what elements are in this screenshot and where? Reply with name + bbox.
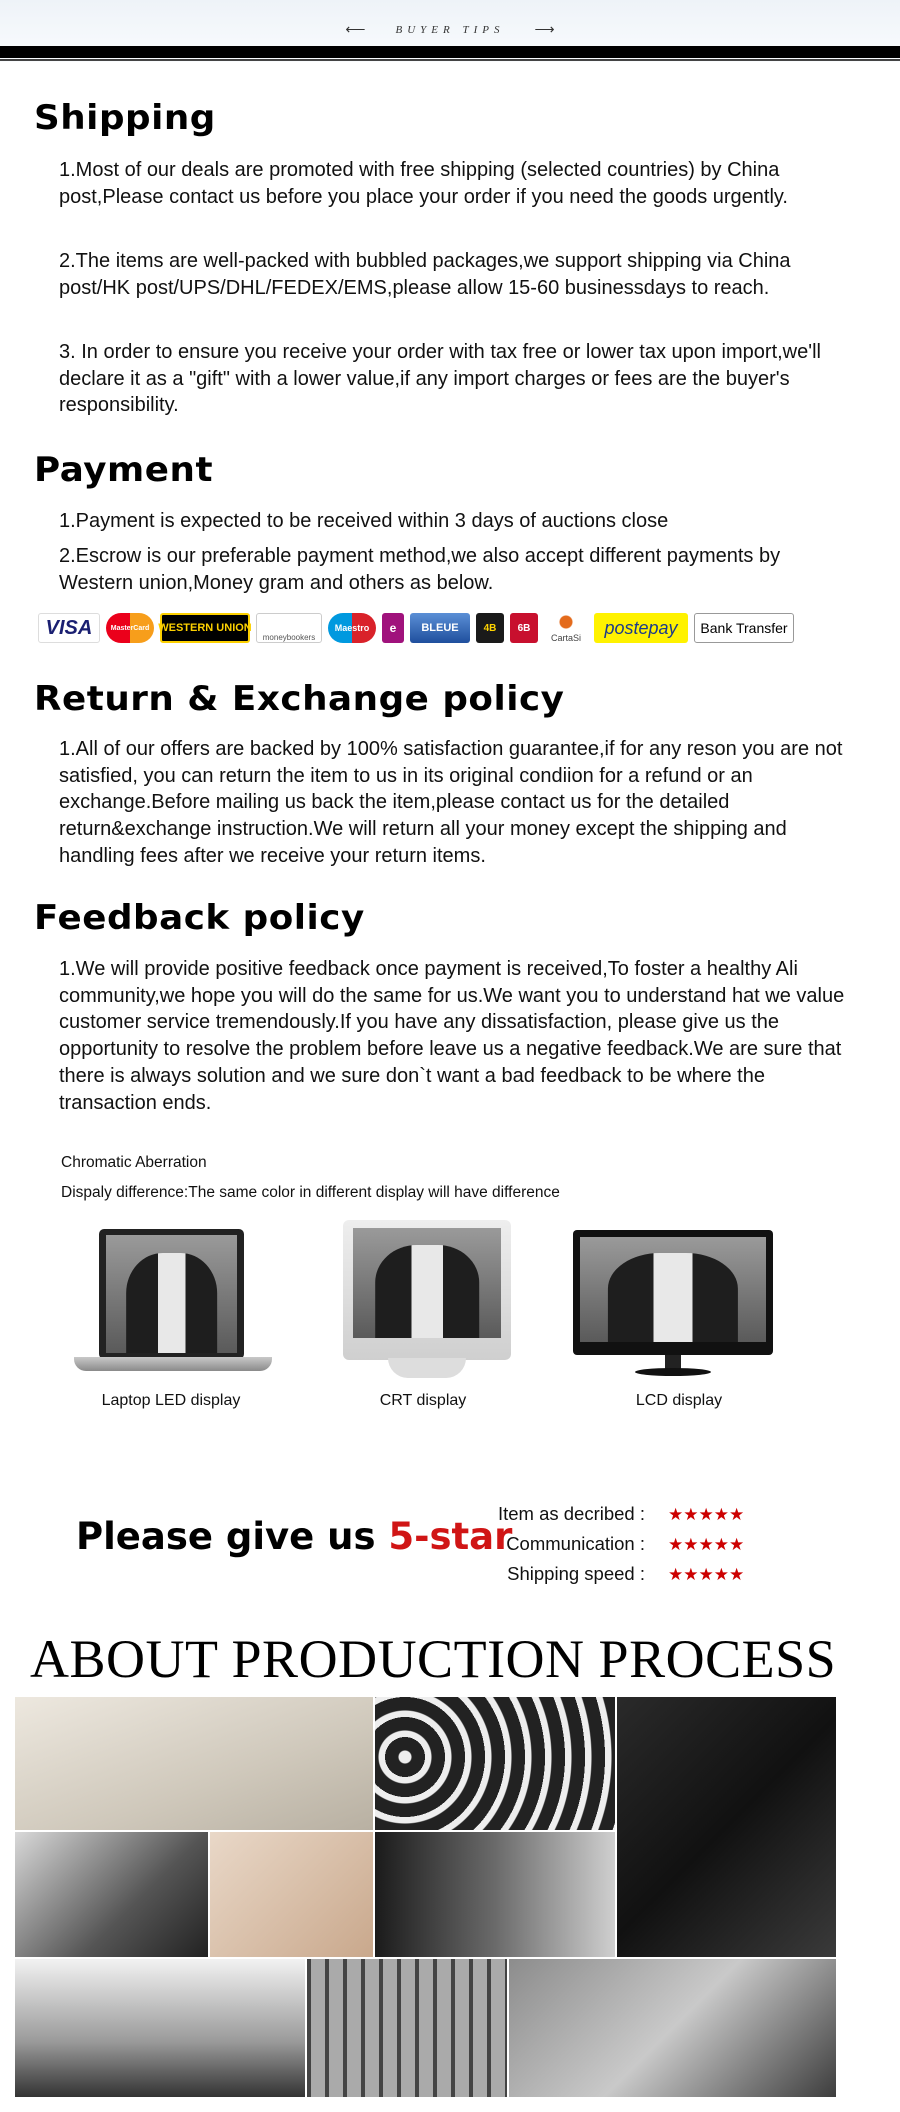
carte-bleue-logo: BLEUE	[410, 613, 470, 643]
header-divider	[0, 46, 900, 58]
laptop-label: Laptop LED display	[101, 1392, 241, 1409]
feedback-item-1: 1.We will provide positive feedback once payment is received,To foster a healthy Ali community,we hope you will do the same for us.We want you to understand hat we value customer service tremendously.If you have any dissatisfaction, please give us the opportunity to resolve the problem before leave us a negative feedback.We are sure that there is always solution and we sure don`t want a bad feedback to be where the transaction ends.	[59, 958, 845, 1114]
photo-tailor-fitting	[375, 1832, 615, 1957]
moneybookers-logo: moneybookers	[256, 613, 322, 643]
photo-thread-spools	[375, 1697, 615, 1830]
e-payment-logo: e	[382, 613, 404, 643]
cartasi-logo: CartaSi	[544, 613, 588, 643]
laptop-image	[74, 1229, 272, 1381]
6b-logo: 6B	[510, 613, 538, 643]
maestro-logo: Maestro	[328, 613, 376, 643]
crt-image	[343, 1220, 511, 1380]
lcd-image	[573, 1230, 773, 1380]
buyer-tips-label: BUYER TIPS	[395, 24, 505, 36]
return-item-1: 1.All of our offers are backed by 100% satisfaction guarantee,if for any reson you are not satisfied, you can return the item to us in its original condiion for a refund or an exchange.Before mailing us back the item,please contact us for the detailed return&exchange instruction.We will return all your money except the shipping and handling fees after we receive your return items.	[59, 738, 843, 867]
arrow-right-icon: ⟶	[534, 22, 555, 38]
bank-transfer-logo: Bank Transfer	[694, 613, 794, 643]
photo-workshop	[15, 1959, 305, 2097]
arrow-left-icon: ⟵	[345, 22, 366, 38]
photo-marking-fabric	[210, 1832, 373, 1957]
five-star-banner	[76, 1515, 512, 1558]
4b-logo: 4B	[476, 613, 504, 643]
shipping-item-2: 2.The items are well-packed with bubbled packages,we support shipping via China post/HK post/UPS/DHL/FEDEX/EMS,please allow 15-60 businessdays to reach.	[59, 250, 791, 299]
production-photo-collage	[15, 1697, 836, 2097]
photo-sewing-machine	[509, 1959, 836, 2097]
rating-label-item: Item as decribed :	[497, 1503, 645, 1524]
about-heading: ABOUT PRODUCTION PROCESS	[30, 1629, 837, 1689]
rating-stars-shipping: ★★★★★	[668, 1565, 745, 1584]
rating-stars-communication: ★★★★★	[668, 1535, 745, 1554]
photo-cutting-fabric	[15, 1697, 373, 1830]
shipping-item-1: 1.Most of our deals are promoted with free shipping (selected countries) by China post,Please contact us before you place your order if you need the goods urgently.	[59, 159, 788, 208]
five-star-highlight: 5-star	[388, 1515, 513, 1558]
rating-label-communication: Communication :	[506, 1533, 645, 1554]
payment-item-1: 1.Payment is expected to be received within 3 days of auctions close	[59, 510, 669, 532]
western-union-logo: WESTERN UNION	[160, 613, 250, 643]
feedback-heading: Feedback policy	[34, 898, 365, 938]
mastercard-logo: MasterCard	[106, 613, 154, 643]
five-star-prefix: Please give us	[76, 1515, 389, 1558]
photo-sewing-hands	[15, 1832, 208, 1957]
photo-factory-floor	[307, 1959, 507, 2097]
photo-scissors-fabric	[617, 1697, 836, 1957]
shipping-heading: Shipping	[34, 98, 216, 138]
shipping-item-3: 3. In order to ensure you receive your order with tax free or lower tax upon import,we'll declare it as a "gift" with a lower value,if any import charges or fees are the buyer's responsibility.	[59, 341, 821, 417]
payment-logos	[38, 609, 808, 647]
buyer-tips-banner	[300, 22, 600, 38]
lcd-label: LCD display	[635, 1392, 723, 1409]
payment-heading: Payment	[34, 450, 214, 490]
postepay-logo: postepay	[594, 613, 688, 643]
header-divider-line	[0, 59, 900, 61]
chromatic-note: Dispaly difference:The same color in different display will have difference	[61, 1184, 560, 1201]
crt-label: CRT display	[379, 1392, 467, 1409]
return-heading: Return & Exchange policy	[34, 679, 565, 719]
rating-label-shipping: Shipping speed :	[507, 1563, 645, 1584]
rating-stars-item: ★★★★★	[668, 1505, 745, 1524]
chromatic-title: Chromatic Aberration	[61, 1154, 207, 1171]
visa-logo: VISA	[38, 613, 100, 643]
payment-item-2: 2.Escrow is our preferable payment method,we also accept different payments by Western union,Money gram and others as below.	[59, 545, 781, 594]
